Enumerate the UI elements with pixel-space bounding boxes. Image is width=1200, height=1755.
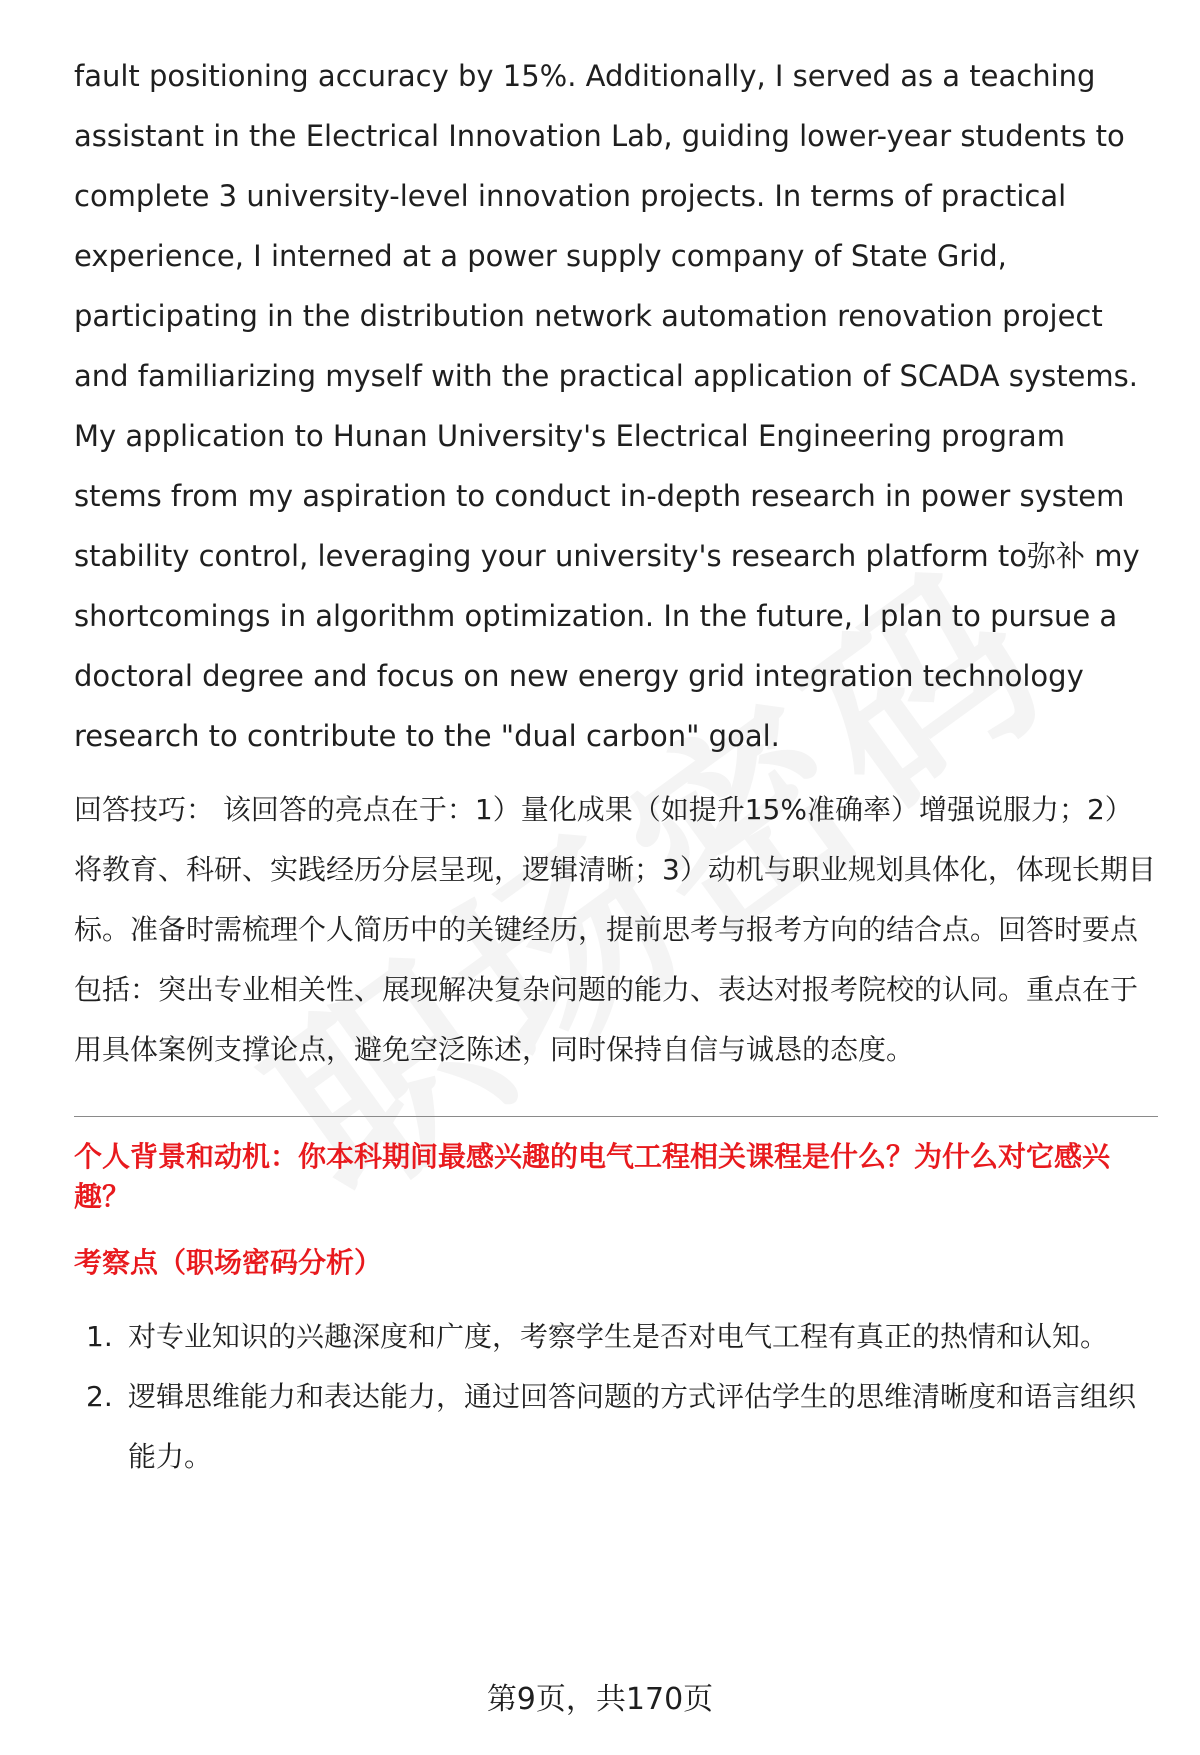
tips-text: 该回答的亮点在于：1）量化成果（如提升15%准确率）增强说服力；2）将教育、科研、实践经历分层呈现，逻辑清晰；3）动机与职业规划具体化，体现长期目标。准备时需梳理个人简历中的关键经历，提前思考与报考方向的结合点。回答时要点包括：突出专业相关性、展现解决复杂问题的能力、表达对报考院校的认同。重点在于用具体案例支撑论点，避免空泛陈述，同时保持自信与诚恳的态度。 <box>74 793 1156 1066</box>
section-divider <box>74 1116 1158 1117</box>
tips-paragraph <box>74 780 1158 1080</box>
list-item-number: 1. <box>86 1320 113 1353</box>
list-item-text: 对专业知识的兴趣深度和广度，考察学生是否对电气工程有真正的热情和认知。 <box>128 1320 1109 1353</box>
page-content <box>74 46 1158 1487</box>
question-heading: 个人背景和动机：你本科期间最感兴趣的电气工程相关课程是什么？为什么对它感兴趣？ <box>74 1140 1111 1213</box>
page-number: 第9页，共170页 <box>486 1682 714 1717</box>
list-item-number: 2. <box>86 1380 113 1413</box>
assessment-list <box>74 1307 1158 1487</box>
assessment-heading: 考察点（职场密码分析） <box>74 1246 383 1279</box>
list-item <box>74 1367 1158 1487</box>
tips-label: 回答技巧： <box>74 793 215 826</box>
list-item <box>74 1307 1158 1367</box>
answer-paragraph: fault positioning accuracy by 15%. Additionally, I served as a teaching assistant in the Electrical Innovation Lab, guiding lower-year students to complete 3 university-level innovation projects. In terms of practical experience, I interned at a power supply company of State Grid, participating in the distribution network automation renovation project and familiarizing myself with the practical application of SCADA systems. My application to Hunan University's Electrical Engineering program stems from my aspiration to conduct in-depth research in power system stability control, leveraging your university's research platform to弥补 my shortcomings in algorithm optimization. In the future, I plan to pursue a doctoral degree and focus on new energy grid integration technology research to contribute to the "dual carbon" goal. <box>74 59 1140 753</box>
list-item-text: 逻辑思维能力和表达能力，通过回答问题的方式评估学生的思维清晰度和语言组织能力。 <box>128 1380 1137 1473</box>
